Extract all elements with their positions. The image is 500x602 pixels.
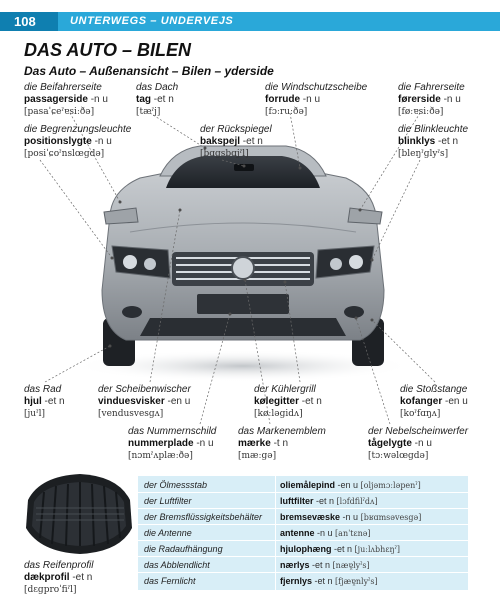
label-nebelscheinwerfer: der Nebelscheinwerfer tågelygte -n u [tɔːwəlœgdə] bbox=[368, 426, 469, 461]
vocabulary-table bbox=[138, 476, 468, 590]
section-title: UNTERWEGS – UNDERVEJS bbox=[70, 15, 234, 27]
table-row: die Antenne antenne -n u [anˈtɛnə] bbox=[138, 525, 468, 541]
label-begrenzungsleuchte: die Begrenzungsleuchte positionslygte -n u [posiˈɕoˀnslœgdə] bbox=[24, 124, 132, 159]
label-rad: das Rad hjul -et n [juˀl] bbox=[24, 384, 65, 419]
tire-image bbox=[26, 474, 132, 554]
page-title: DAS AUTO – BILEN bbox=[24, 40, 192, 60]
label-beifahrerseite: die Beifahrerseite passagerside -n u [pasaˈɕeˀɐsiːðə] bbox=[24, 82, 108, 117]
table-row: das Fernlicht fjernlys -et n [fjæɐ̯nlyˀs] bbox=[144, 576, 378, 586]
table-row: der Bremsflüssigkeitsbehälter bremsevæske -n u [bʁɑmsəvesgə] bbox=[138, 509, 468, 525]
label-nummernschild: das Nummernschild nummerplade -n u [nɔmˀʌplæːðə] bbox=[128, 426, 217, 461]
label-stossstange: die Stoßstange kofanger -en u [koˀfɑŋʌ] bbox=[400, 384, 468, 419]
label-fahrerseite: die Fahrerseite førerside -n u [føːɐsiːðə] bbox=[398, 82, 465, 117]
label-scheibenwischer: der Scheibenwischer vinduesvisker -en u [vendusvesgʌ] bbox=[98, 384, 191, 419]
table-row: der Ölmessstab oliemålepind -en u [oljəmɔːləpenˀ] bbox=[138, 477, 468, 493]
table-row: der Luftfilter luftfilter -et n [lɔfdfilˀdʌ] bbox=[138, 493, 468, 509]
table-row: die Radaufhängung hjulophæng -et n [juːlʌbhɛŋˀ] bbox=[138, 541, 468, 557]
label-blinkleuchte: die Blinkleuchte blinklys -et n [bleŋˀglyˀs] bbox=[398, 124, 469, 159]
page-subtitle: Das Auto – Außenansicht – Bilen – yderside bbox=[24, 64, 274, 78]
page-number: 108 bbox=[0, 12, 58, 31]
label-dach: das Dach tag -et n [tæˀj] bbox=[136, 82, 179, 117]
label-windschutzscheibe: die Windschutzscheibe forrude -n u [fɔːruːðə] bbox=[265, 82, 368, 117]
label-rueckspiegel: der Rückspiegel bakspejl -et n [bɑgsbɑjˀl] bbox=[200, 124, 272, 159]
label-reifenprofil: das Reifenprofil dækprofil -et n [dɛgproˈfiˀl] bbox=[24, 560, 94, 595]
table-row: das Abblendlicht nærlys -et n [næɐ̯lyˀs] bbox=[138, 557, 468, 573]
label-markenemblem: das Markenemblem mærke -t n [mæːgə] bbox=[238, 426, 326, 461]
label-kuehlergrill: der Kühlergrill kølegitter -et n [køːləgidʌ] bbox=[254, 384, 322, 419]
